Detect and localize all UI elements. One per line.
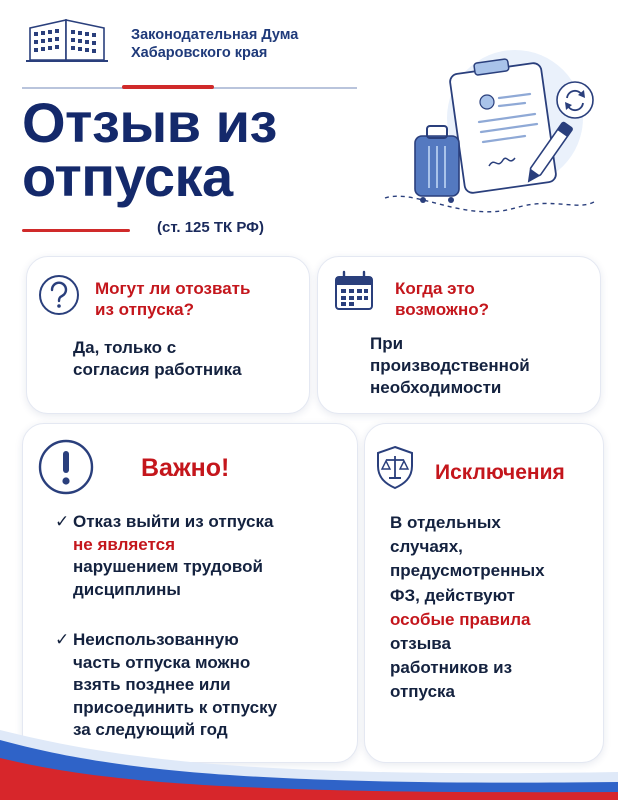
card-exceptions-title: Исключения xyxy=(435,461,565,484)
organization-name xyxy=(131,26,298,62)
question-icon xyxy=(37,273,81,317)
bullet-line: за следующий год xyxy=(73,720,228,739)
bullet-highlight: не является xyxy=(73,534,176,554)
document-suitcase-illustration xyxy=(375,48,603,224)
calendar-icon xyxy=(332,269,376,313)
title-line1: Отзыв из xyxy=(22,91,277,154)
answer-line: При xyxy=(370,334,404,353)
header-divider-red xyxy=(122,85,214,89)
card-can-recall xyxy=(26,256,310,414)
scales-shield-icon xyxy=(374,444,416,490)
title-line: из отпуска? xyxy=(95,300,195,319)
page-title xyxy=(22,91,342,208)
text-line: В отдельных xyxy=(390,513,501,532)
bullet-line: взять позднее или xyxy=(73,675,231,694)
text-line: работников из xyxy=(390,658,513,678)
card-can-recall-title xyxy=(95,278,250,320)
answer-line: согласия работника xyxy=(73,360,242,379)
check-icon: ✓ xyxy=(55,512,70,531)
text-line: отпуска xyxy=(390,682,456,702)
text-line: предусмотренных xyxy=(390,561,545,581)
card-important-title: Важно! xyxy=(141,454,230,482)
bullet-line: дисциплины xyxy=(73,579,181,599)
title-line: возможно? xyxy=(395,300,490,319)
answer-line: необходимости xyxy=(370,378,502,397)
text-line: отзыва xyxy=(390,634,451,654)
bullet-line: присоединить к отпуску xyxy=(73,697,278,717)
flag-wave-decoration xyxy=(0,690,618,800)
bullet-line: часть отпуска можно xyxy=(73,652,251,672)
check-icon: ✓ xyxy=(55,630,70,649)
card-when-possible xyxy=(317,256,601,414)
title-line2: отпуска xyxy=(22,145,233,208)
text-highlight: особые правила xyxy=(390,609,531,629)
title-line: Когда это xyxy=(395,279,475,298)
answer-line: производственной xyxy=(370,356,530,375)
card-when-possible-answer xyxy=(370,333,530,399)
text-line: ФЗ, действуют xyxy=(390,585,515,605)
answer-line: Да, только с xyxy=(73,338,177,357)
duma-building-logo xyxy=(26,14,108,64)
text-line: случаях, xyxy=(390,537,463,557)
bullet-line: Отказ выйти из отпуска xyxy=(73,512,274,531)
card-can-recall-answer xyxy=(73,337,242,381)
card-exceptions-text xyxy=(390,511,600,705)
org-name-line2: Хабаровского края xyxy=(131,45,268,61)
card-when-possible-title xyxy=(395,278,489,320)
title-underline xyxy=(22,229,130,232)
bullet-line: нарушением трудовой xyxy=(73,557,263,576)
exclamation-icon xyxy=(37,438,95,496)
bullet-line: Неиспользованную xyxy=(73,630,239,649)
title-line: Могут ли отозвать xyxy=(95,279,251,298)
org-name-line1: Законодательная Дума xyxy=(131,27,299,43)
article-reference: (ст. 125 ТК РФ) xyxy=(157,219,264,236)
